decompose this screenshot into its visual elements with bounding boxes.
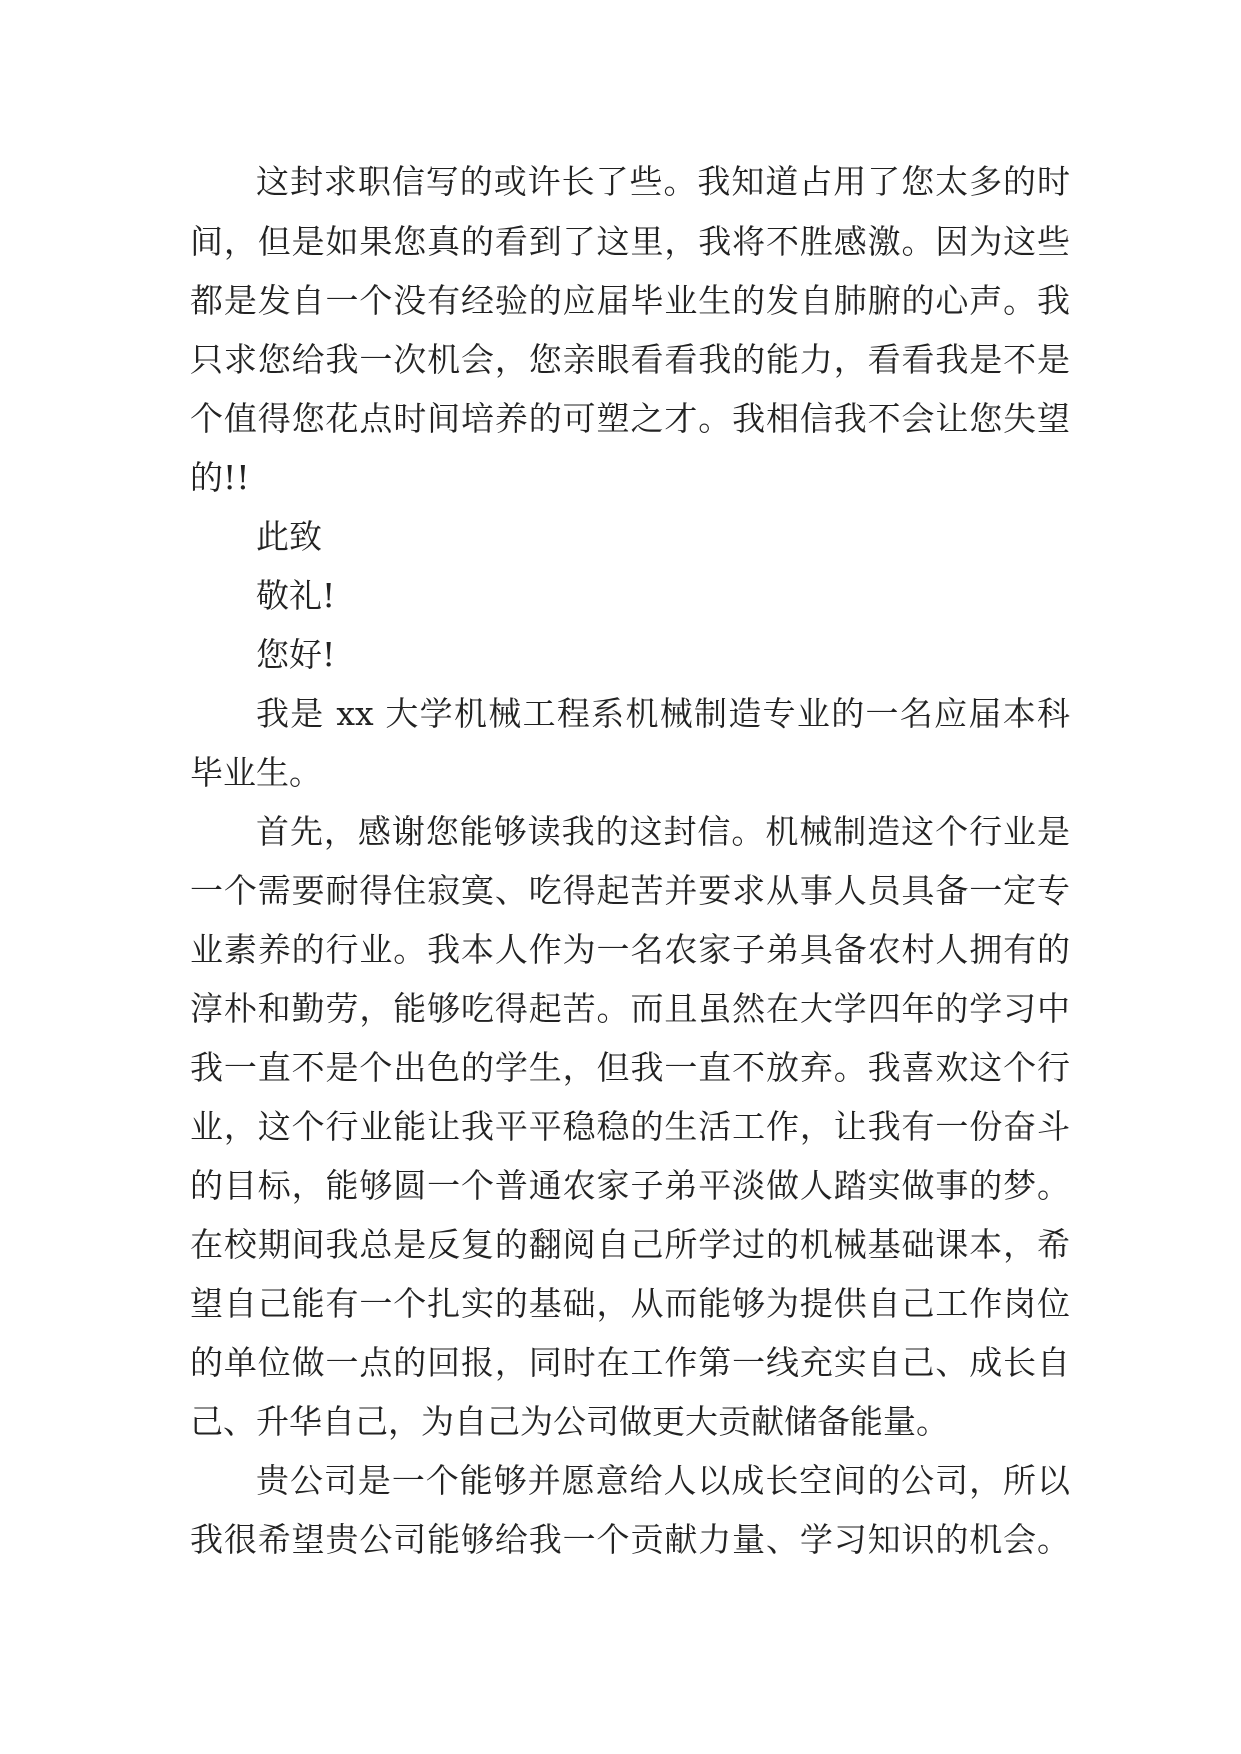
paragraph-line: 的单位做一点的回报，同时在工作第一线充实自己、成长自: [190, 1343, 1070, 1382]
greeting: 您好!: [256, 635, 336, 674]
paragraph-line: 首先，感谢您能够读我的这封信。机械制造这个行业是: [256, 812, 1070, 851]
paragraph-line: 业素养的行业。我本人作为一名农家子弟具备农村人拥有的: [190, 930, 1070, 969]
paragraph-line: 只求您给我一次机会，您亲眼看看我的能力，看看我是不是: [190, 340, 1070, 379]
paragraph-line: 我是 xx 大学机械工程系机械制造专业的一名应届本科: [256, 694, 1070, 733]
paragraph-line: 个值得您花点时间培养的可塑之才。我相信我不会让您失望: [190, 399, 1070, 438]
paragraph-line: 淳朴和勤劳，能够吃得起苦。而且虽然在大学四年的学习中: [190, 989, 1070, 1028]
paragraph-line: 间，但是如果您真的看到了这里，我将不胜感激。因为这些: [190, 222, 1070, 261]
paragraph-line: 业，这个行业能让我平平稳稳的生活工作，让我有一份奋斗: [190, 1107, 1070, 1146]
paragraph-line: 一个需要耐得住寂寞、吃得起苦并要求从事人员具备一定专: [190, 871, 1070, 910]
paragraph-line: 望自己能有一个扎实的基础，从而能够为提供自己工作岗位: [190, 1284, 1070, 1323]
paragraph-line: 都是发自一个没有经验的应届毕业生的发自肺腑的心声。我: [190, 281, 1070, 320]
paragraph-line: 我很希望贵公司能够给我一个贡献力量、学习知识的机会。: [190, 1520, 1070, 1559]
closing-regards: 敬礼!: [256, 576, 336, 615]
paragraph-line: 的目标，能够圆一个普通农家子弟平淡做人踏实做事的梦。: [190, 1166, 1070, 1205]
paragraph-line: 在校期间我总是反复的翻阅自己所学过的机械基础课本，希: [190, 1225, 1070, 1264]
paragraph-line: 毕业生。: [190, 753, 322, 792]
closing-salutation: 此致: [256, 517, 322, 556]
paragraph-line: 我一直不是个出色的学生，但我一直不放弃。我喜欢这个行: [190, 1048, 1070, 1087]
paragraph-line: 这封求职信写的或许长了些。我知道占用了您太多的时: [256, 162, 1070, 201]
paragraph-line: 贵公司是一个能够并愿意给人以成长空间的公司，所以: [256, 1461, 1070, 1500]
paragraph-line: 己、升华自己，为自己为公司做更大贡献储备能量。: [190, 1402, 949, 1441]
paragraph-line: 的!!: [190, 458, 250, 497]
